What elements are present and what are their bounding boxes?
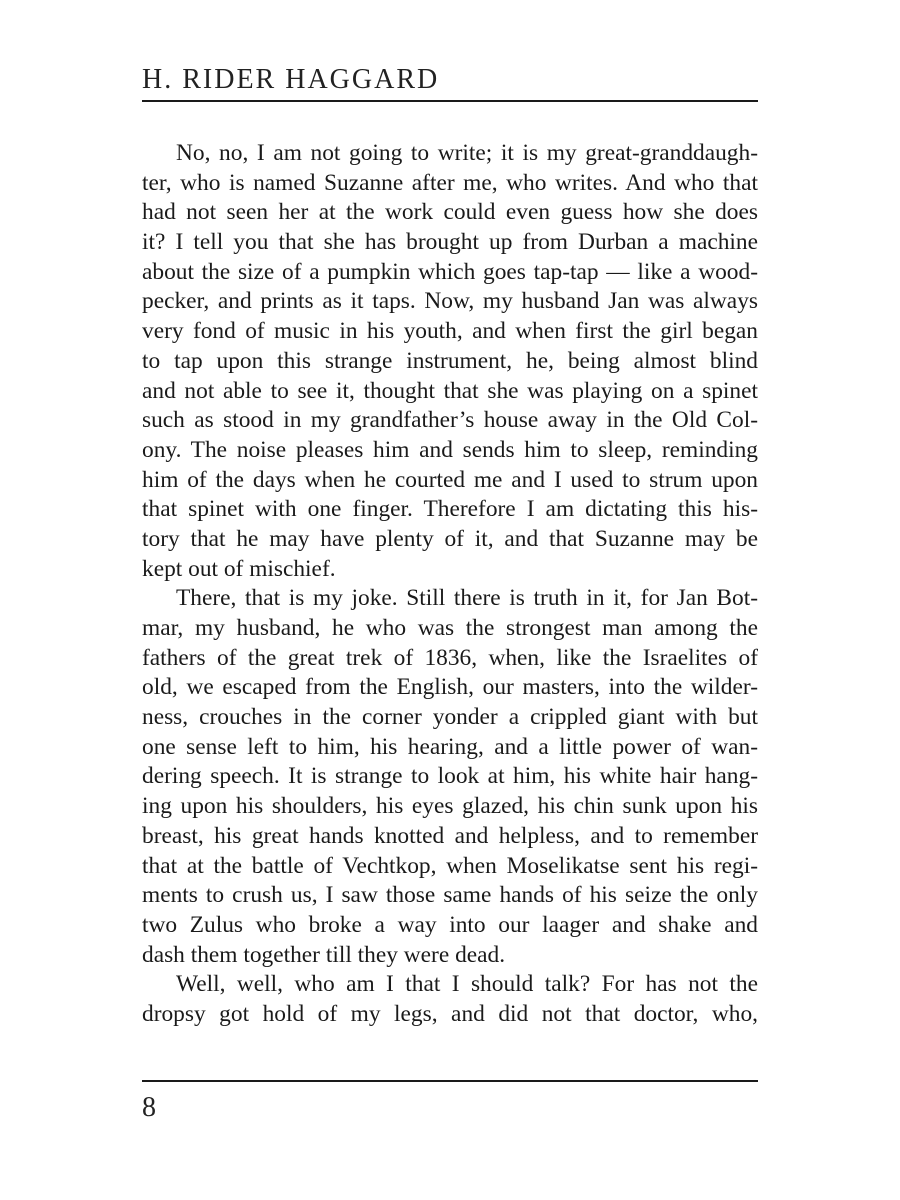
header-rule (142, 100, 758, 102)
text-line: pecker, and prints as it taps. Now, my husband Jan was always (142, 288, 758, 315)
text-line: ing upon his shoulders, his eyes glazed, his chin sunk upon his (142, 793, 758, 820)
footer-rule (142, 1080, 758, 1082)
text-line: ter, who is named Suzanne after me, who writes. And who that (142, 169, 758, 196)
text-line: that spinet with one finger. Therefore I am dictating this his- (142, 496, 758, 523)
text-line: old, we escaped from the English, our masters, into the wilder- (142, 674, 758, 701)
text-line: dropsy got hold of my legs, and did not that doctor, who, (142, 1000, 758, 1027)
text-line: very fond of music in his youth, and when first the girl began (142, 318, 758, 345)
text-line: two Zulus who broke a way into our laager and shake and (142, 911, 758, 938)
text-line: such as stood in my grandfather’s house away in the Old Col- (142, 407, 758, 434)
text-line: one sense left to him, his hearing, and a little power of wan- (142, 733, 758, 760)
text-line: ony. The noise pleases him and sends him to sleep, reminding (142, 436, 758, 463)
page-number: 8 (142, 1092, 156, 1123)
text-line: kept out of mischief. (142, 555, 336, 582)
text-line: it? I tell you that she has brought up from Durban a machine (142, 229, 758, 256)
text-line: There, that is my joke. Still there is truth in it, for Jan Bot- (176, 585, 758, 612)
text-line: breast, his great hands knotted and helpless, and to remember (142, 822, 758, 849)
text-line: and not able to see it, thought that she was playing on a spinet (142, 377, 758, 404)
text-line: to tap upon this strange instrument, he, being almost blind (142, 347, 758, 374)
text-line: fathers of the great trek of 1836, when, like the Israelites of (142, 644, 758, 671)
running-head: H. RIDER HAGGARD (142, 64, 440, 95)
text-line: dash them together till they were dead. (142, 941, 506, 968)
text-line: about the size of a pumpkin which goes tap-tap — like a wood- (142, 258, 758, 285)
text-line: No, no, I am not going to write; it is my great-granddaugh- (176, 140, 758, 166)
text-line: him of the days when he courted me and I used to strum upon (142, 466, 758, 493)
text-line: dering speech. It is strange to look at him, his white hair hang- (142, 763, 758, 790)
text-line: tory that he may have plenty of it, and that Suzanne may be (142, 525, 758, 552)
text-line: ments to crush us, I saw those same hands of his seize the only (142, 882, 758, 909)
text-line: ness, crouches in the corner yonder a crippled giant with but (142, 704, 758, 731)
body-text (142, 139, 758, 1030)
text-line: mar, my husband, he who was the strongest man among the (142, 615, 758, 641)
text-line: had not seen her at the work could even guess how she does (142, 199, 758, 226)
text-line: Well, well, who am I that I should talk? For has not the (176, 971, 758, 998)
text-line: that at the battle of Vechtkop, when Moselikatse sent his regi- (142, 852, 758, 879)
